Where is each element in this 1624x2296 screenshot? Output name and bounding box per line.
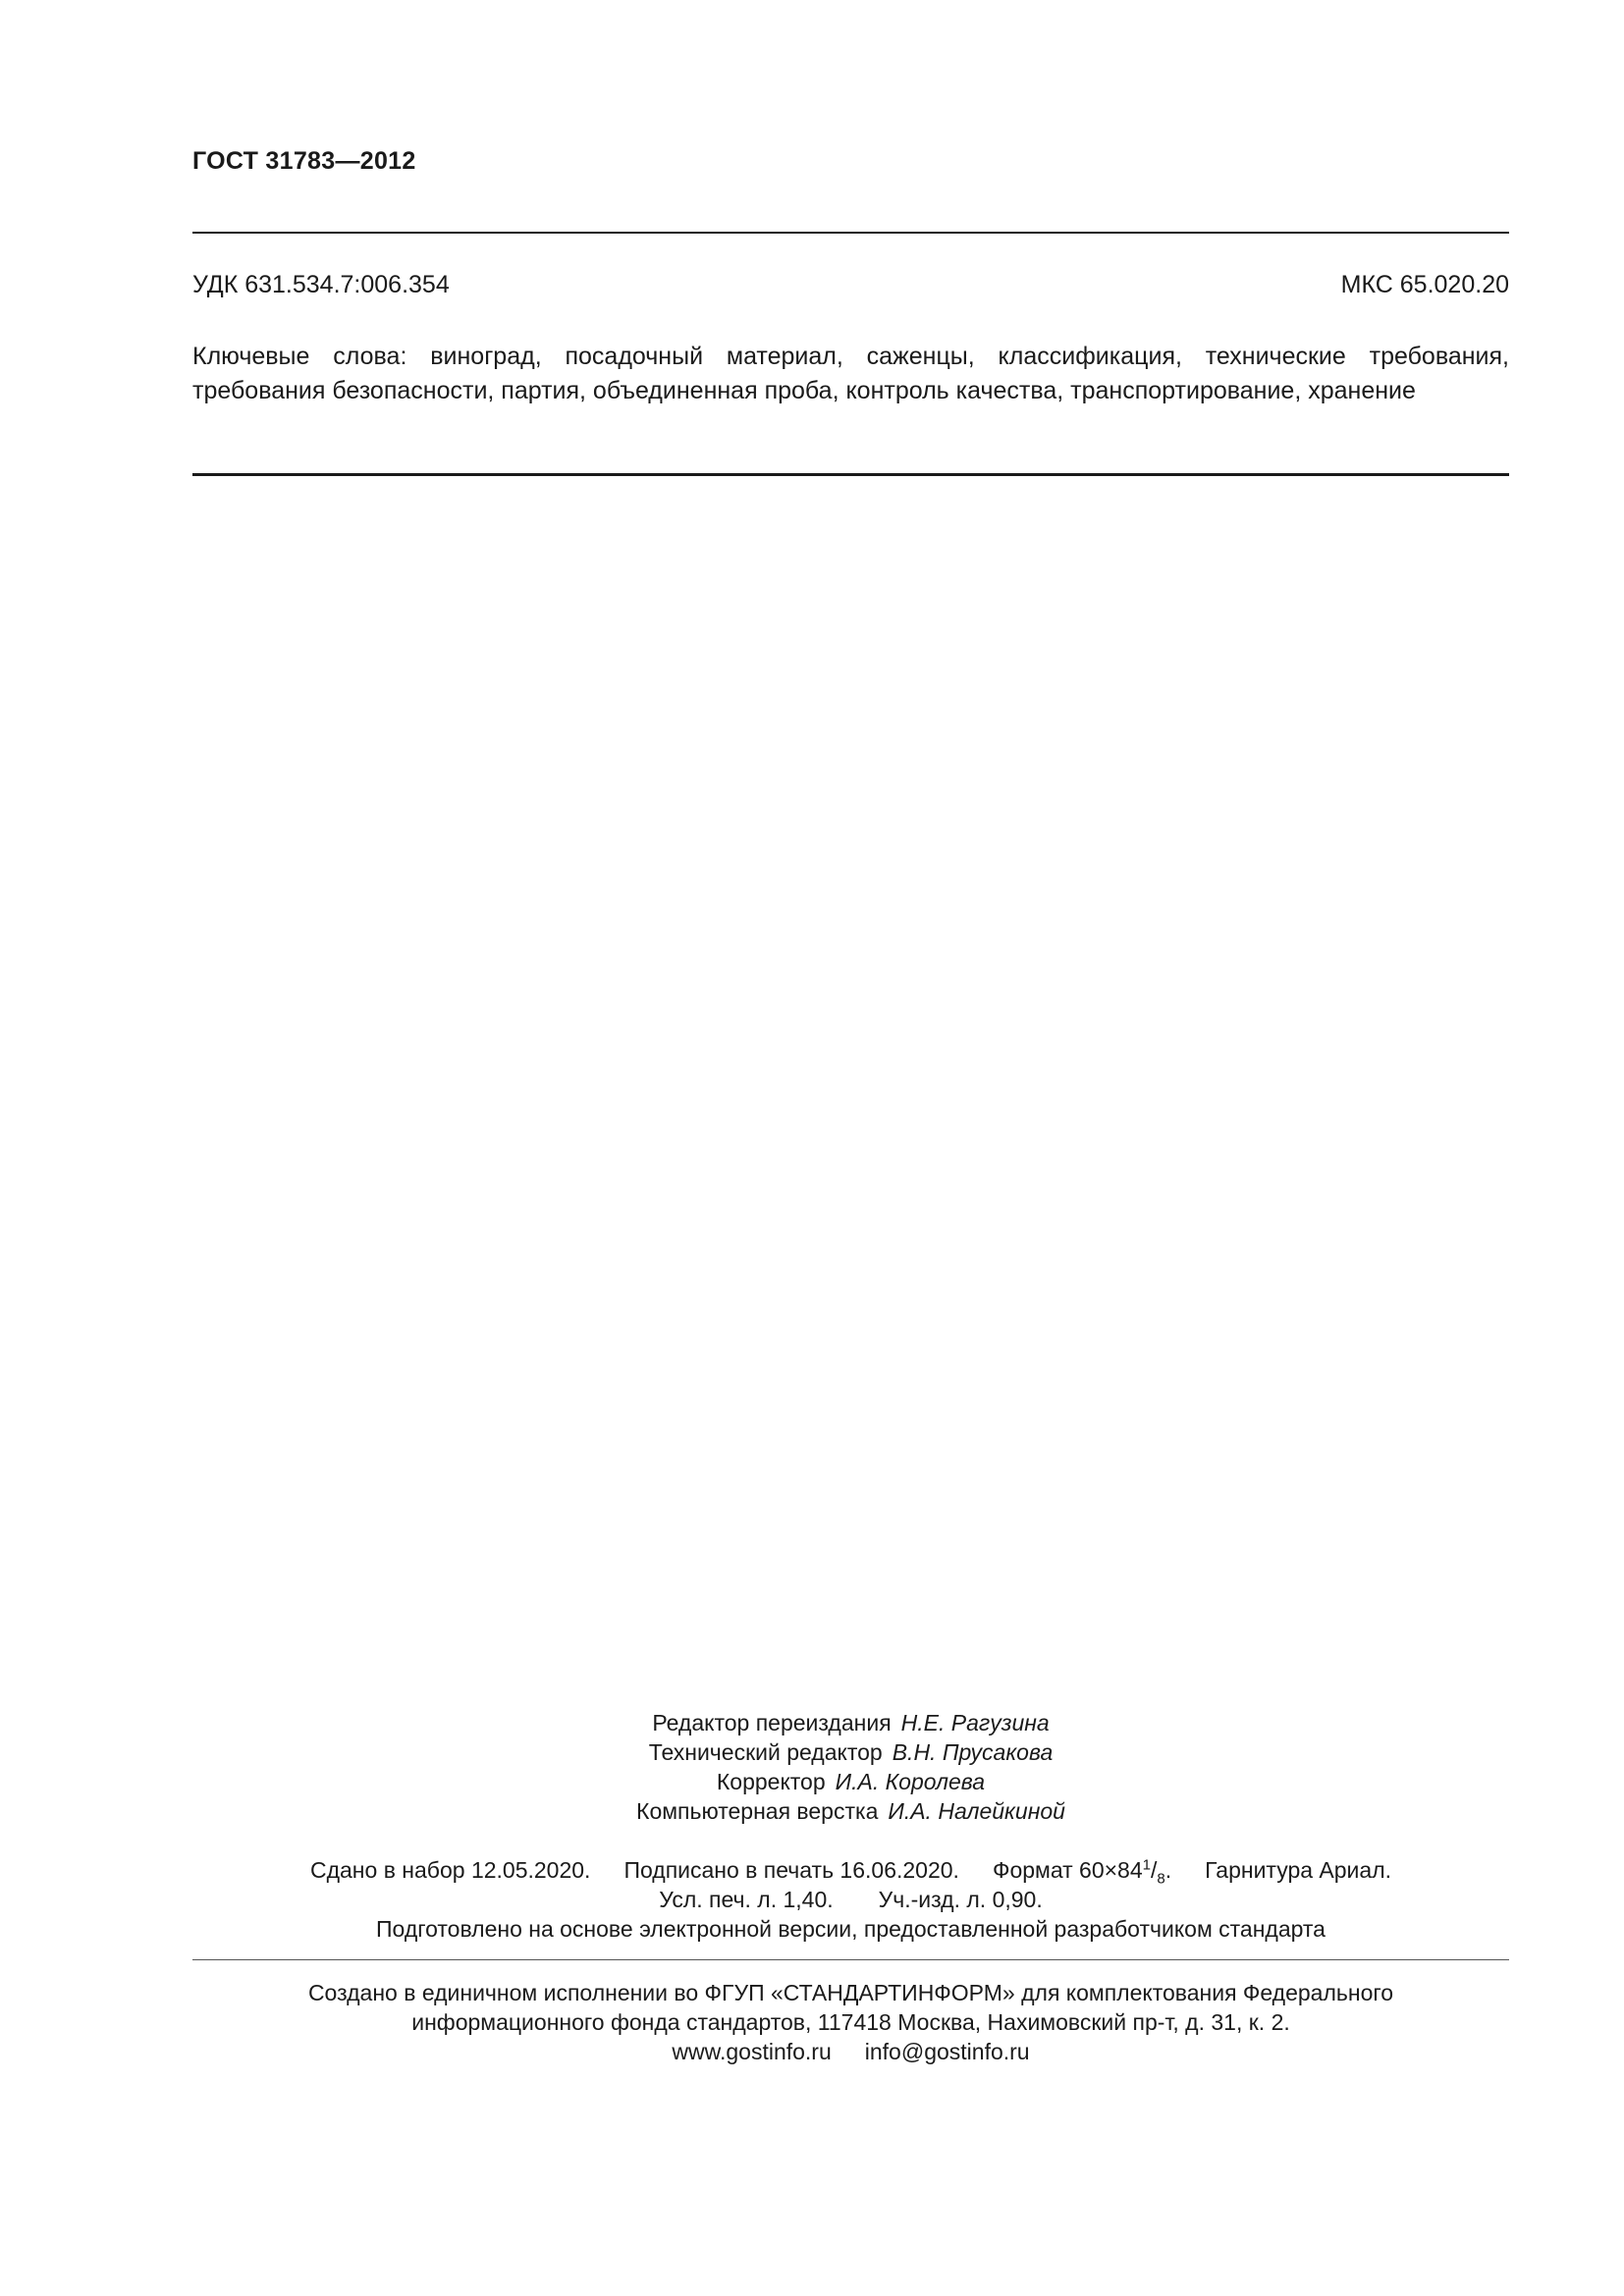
- prepared-note: Подготовлено на основе электронной версии, предоставленной разработчиком стандарта: [376, 1916, 1326, 1942]
- editorial-credits: [192, 1708, 1509, 1826]
- credit-name: Н.Е. Рагузина: [900, 1710, 1050, 1735]
- imprint-contacts: [192, 2037, 1509, 2066]
- credit-technical-editor: [192, 1737, 1509, 1767]
- imprint-block: [192, 1978, 1509, 2066]
- imprint-divider: [192, 1959, 1509, 1960]
- website-link[interactable]: www.gostinfo.ru: [672, 2039, 832, 2064]
- typeset-date: Сдано в набор 12.05.2020.: [309, 1857, 591, 1883]
- publication-details: [192, 1855, 1509, 1944]
- credit-role: Редактор переиздания: [652, 1710, 892, 1735]
- keywords-divider: [192, 473, 1509, 476]
- typeface: Гарнитура Ариал.: [1205, 1857, 1392, 1883]
- credit-role: Корректор: [716, 1769, 826, 1794]
- publisher-sheets: Уч.-изд. л. 0,90.: [878, 1887, 1043, 1912]
- imprint-line-2: информационного фонда стандартов, 117418 Москва, Нахимовский пр-т, д. 31, к. 2.: [411, 2009, 1290, 2035]
- email-link[interactable]: info@gostinfo.ru: [864, 2039, 1030, 2064]
- paper-format: Формат $60\times 84^1/_8$.: [992, 1856, 1172, 1888]
- print-sheets: Усл. печ. л. 1,40.: [659, 1887, 834, 1912]
- top-divider: [192, 232, 1509, 234]
- mks-code: МКС 65.020.20: [1340, 271, 1509, 298]
- udk-code: УДК 631.534.7:006.354: [192, 271, 450, 298]
- publication-line-2: [192, 1885, 1509, 1914]
- credit-name: В.Н. Прусакова: [892, 1739, 1054, 1765]
- credit-name: И.А. Королева: [835, 1769, 986, 1794]
- signed-date: Подписано в печать 16.06.2020.: [623, 1857, 959, 1883]
- credit-role: Компьютерная верстка: [636, 1798, 879, 1824]
- standard-code: ГОСТ 31783—2012: [192, 147, 416, 175]
- keywords-paragraph: Ключевые слова: виноград, посадочный материал, саженцы, классификация, технические требования, требования безопасности, партия, объединенная проба, контроль качества, транспортирование, хранение: [192, 343, 1509, 404]
- credit-layout: [192, 1796, 1509, 1826]
- credit-reissue-editor: [192, 1708, 1509, 1737]
- credit-proofreader: [192, 1767, 1509, 1796]
- imprint-line-1: Создано в единичном исполнении во ФГУП «СТАНДАРТИНФОРМ» для комплектования Федерального: [307, 1980, 1394, 2005]
- publication-line-1: [192, 1855, 1509, 1888]
- credit-role: Технический редактор: [648, 1739, 883, 1765]
- credit-name: И.А. Налейкиной: [888, 1798, 1065, 1824]
